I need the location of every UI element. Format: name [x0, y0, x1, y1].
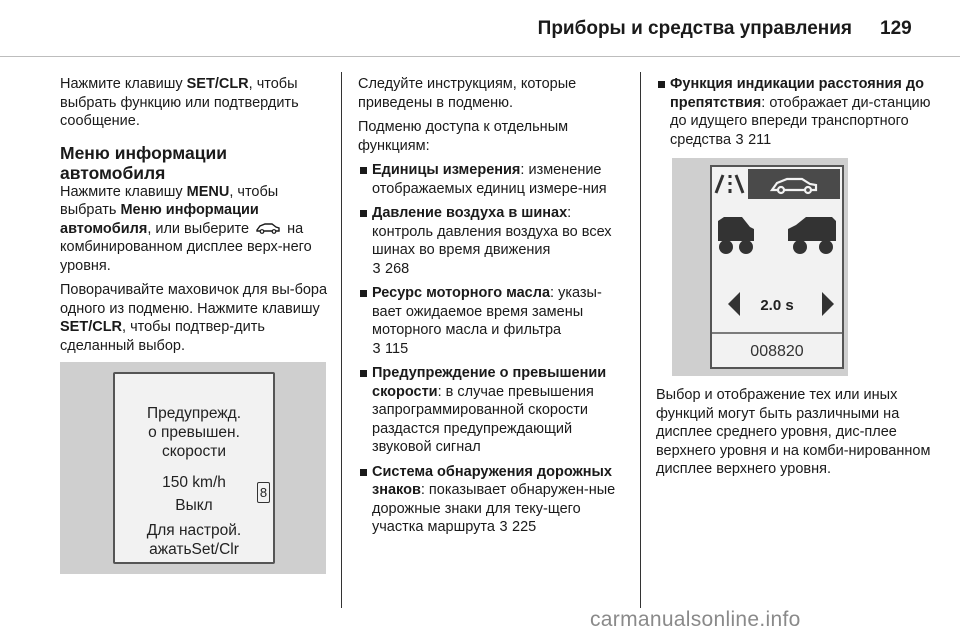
display-hint: ажатьSet/Clr [149, 541, 239, 558]
column-right [656, 75, 936, 155]
column-middle [358, 75, 630, 543]
paragraph-menu: Нажмите клавишу MENU, чтобы выбрать Меню информации автомобиля, или выберите на комбинированном дисплее верх-него уровня. [60, 183, 312, 274]
page-title: Приборы и средства управления [537, 18, 852, 39]
odometer-value: 008820 [750, 343, 804, 360]
number-badge: 8 [257, 482, 270, 503]
sign-strip-icon [716, 175, 743, 193]
intro-paragraph: Следуйте инструкциям, которые приведены в подменю. [358, 76, 577, 111]
list-item: Ресурс моторного масла: указы-вает ожидаемое время замены моторного масла и фильтра 3 115 [358, 284, 630, 358]
car-icon [255, 222, 281, 234]
paragraph-selection: Поворачивайте маховичок для вы-бора одного из подменю. Нажмите клавишу SET/CLR, чтобы подтвер-дить сделанный выбор. [60, 282, 328, 354]
car-tab-icon [748, 169, 840, 199]
page-ref[interactable]: 225 [512, 519, 537, 535]
display-hint: Для настрой. [146, 522, 242, 539]
state-value: Выкл [175, 497, 213, 514]
speed-warning-display [113, 372, 275, 564]
list-item: Функция индикации расстояния до препятствия: отображает ди-станцию до идущего впереди транспортного средства 3 211 [656, 75, 936, 149]
list-item: Предупреждение о превышении скорости: в случае превышения запрограммированной скорости раздастся предупреждающий звуковой сигнал [358, 364, 630, 457]
intro-paragraph: Подменю доступа к отдельным функциям: [358, 119, 569, 154]
display-line: о превышен. [148, 424, 240, 441]
header-divider [0, 56, 960, 57]
paragraph-set-clr: Нажмите клавишу SET/CLR, чтобы выбрать функцию или подтвердить сообщение. [60, 76, 299, 129]
list-item: Система обнаружения дорожных знаков: показывает обнаружен-ные дорожные знаки для теку-щего участка маршрута 3 225 [358, 463, 630, 537]
section-heading: Меню информации автомобиля [60, 142, 227, 183]
page-ref-icon: 3 [735, 131, 744, 148]
watermark: carmanualsonline.info [590, 608, 801, 631]
distance-value: 2.0 s [760, 297, 794, 314]
distance-display [710, 165, 844, 369]
bullet-icon [658, 81, 665, 88]
distance-indication-figure [672, 158, 848, 376]
column-divider-right [640, 72, 641, 608]
page-ref-icon: 3 [499, 519, 508, 535]
outro-block [656, 386, 940, 485]
bullet-icon [360, 210, 367, 217]
display-line: скорости [161, 443, 227, 460]
list-item: Единицы измерения: изменение отображаемых единиц измере-ния [358, 161, 630, 198]
page-ref-icon: 3 [372, 260, 381, 277]
bullet-icon [360, 370, 367, 377]
outro-paragraph: Выбор и отображение тех или иных функций могут быть различными на дисплее среднего уровня, дис-плее верхнего уровня и на комби-нированном дисплее верхнего уровня. [656, 387, 931, 477]
list-item: Давление воздуха в шинах: контроль давления воздуха во всех шинах во время движения 3 268 [358, 204, 630, 278]
bullet-icon [360, 469, 367, 476]
speed-value: 150 km/h [162, 474, 226, 491]
column-left [60, 75, 332, 361]
speed-warning-figure [60, 362, 326, 574]
page-ref-icon: 3 [372, 340, 381, 357]
page-ref[interactable]: 115 [385, 340, 409, 357]
page-ref[interactable]: 268 [385, 260, 410, 277]
bullet-icon [360, 167, 367, 174]
display-line: Предупрежд. [146, 405, 241, 422]
front-car-icon [788, 217, 836, 254]
page-ref[interactable]: 211 [748, 131, 772, 148]
bullet-icon [360, 290, 367, 297]
column-divider-left [341, 72, 342, 608]
page-number: 129 [880, 18, 912, 39]
rear-car-icon [718, 217, 754, 254]
